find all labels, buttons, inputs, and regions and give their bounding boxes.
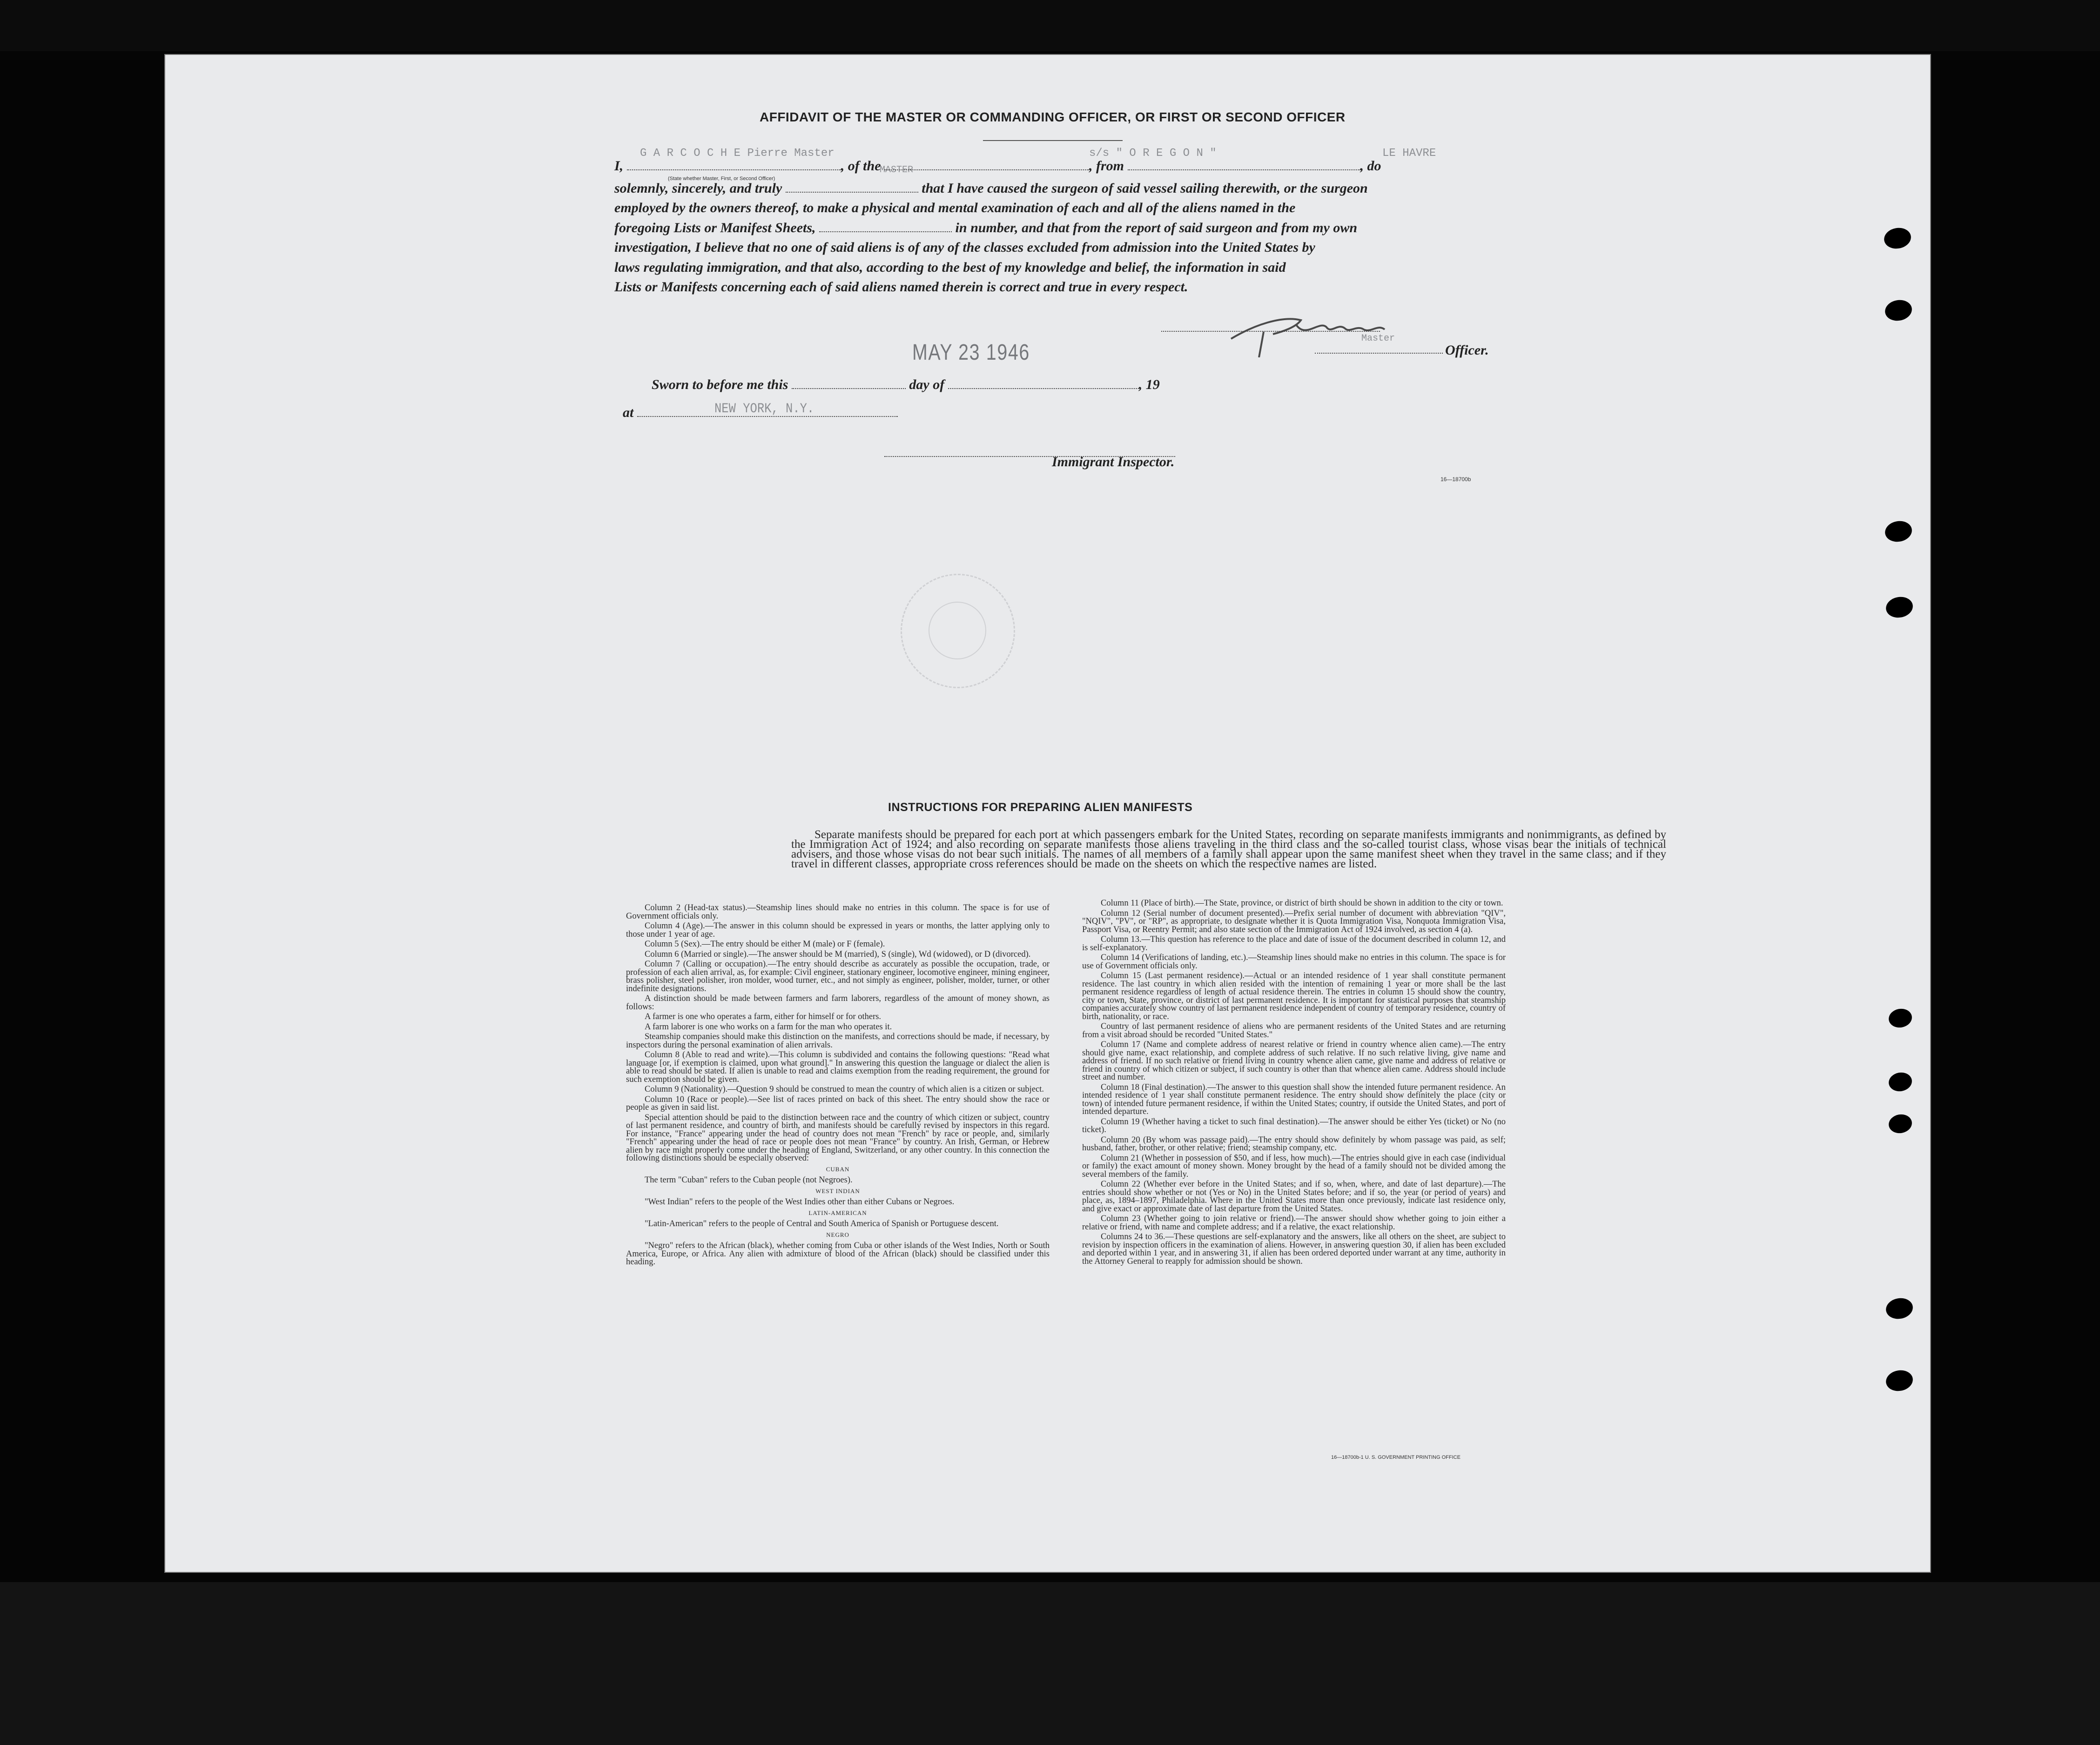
negro-heading: NEGRO: [826, 1231, 849, 1238]
typed-place: NEW YORK, N.Y.: [714, 401, 814, 417]
title-rule: [983, 140, 1123, 141]
officer-label: Officer.: [1445, 342, 1489, 358]
form-number: 16—18700b: [1440, 476, 1471, 483]
right-paragraph: Column 17 (Name and complete address of nearest relative or friend in country whence alien came).—The entry should give name, exact relationship, and complete address of such relative. If no such relative living, give name and address of friend. If no such relative or friend living in country whence alien came, give name and address of relative or friend in country of which citizen or subject, if such country is other than that whence alien came. Address should include street and number.: [1082, 1040, 1506, 1082]
affidavit-line-7: Lists or Manifests concerning each of said aliens named therein is correct and true in every respect.: [614, 279, 1188, 295]
affidavit-line-6: laws regulating immigration, and that also, according to the best of my knowledge and belief, the information in said: [614, 260, 1286, 275]
typed-vessel: s/s " O R E G O N ": [1089, 147, 1217, 160]
left-paragraph: Column 10 (Race or people).—See list of races printed on back of this sheet. The entry should show the race or people as given in said list.: [626, 1094, 1050, 1112]
latin-american-heading: LATIN-AMERICAN: [808, 1209, 867, 1216]
left-paragraph: A farm laborer is one who works on a farm for the man who operates it.: [645, 1022, 892, 1032]
right-paragraph: Column 21 (Whether in possession of $50, and if less, how much).—The entries should give in each case (individual or family) the exact amount of money shown. Money brought by the head of a family should not be divided among the several members of the family.: [1082, 1153, 1506, 1179]
left-paragraph: Column 2 (Head-tax status).—Steamship lines should make no entries in this column. The space is for use of Government officials only.: [626, 903, 1050, 921]
negro-paragraph: "Negro" refers to the African (black), whether coming from Cuba or other islands of the West Indies, North or South America, Europe, or Africa. Any alien with admixture of blood of the African (black) should be classified under this heading.: [626, 1241, 1050, 1267]
left-paragraph: Column 7 (Calling or occupation).—The entry should describe as accurately as possible the occupation, trade, or profession of each alien arrival, as, for example: Civil engineer, stationary engineer, locomotive engineer, mining engineer, brass polisher, steel polisher, iron molder, wood turner, etc., and not simply as engineer, polisher, molder, turner, or other indefinite designations.: [626, 960, 1050, 993]
truly-blank: [786, 192, 918, 193]
vessel-blank: [884, 169, 1089, 170]
right-paragraph: Column 19 (Whether having a ticket to such final destination).—The answer should be either Yes (ticket) or No (no ticket).: [1082, 1117, 1506, 1134]
scanner-bottom-band: [0, 1582, 2100, 1745]
number-blank: [819, 231, 952, 232]
of-the-label: , of the: [841, 158, 881, 174]
instructions-title: INSTRUCTIONS FOR PREPARING ALIEN MANIFESTS: [888, 801, 1193, 814]
right-paragraph: Column 22 (Whether ever before in the United States; and if so, when, where, and date of last departure).—The entries should show whether or not (Yes or No) in the United States before; and if so, the year (or period of years) and place, as, 1894–1897, Philadelphia. Where in the United States more than once previously, indicate last residence only, and give exact or approximate date of last departure from the United States.: [1082, 1180, 1506, 1214]
right-paragraph: Column 18 (Final destination).—The answer to this question shall show the intended future permanent residence. An intended residence of 1 year shall constitute permanent residence. The entry should show definitely the place (city or town) of intended future permanent residence, if within the United States; country, if outside the United States, and port of intended departure.: [1082, 1082, 1506, 1116]
cuban-heading: CUBAN: [826, 1165, 850, 1173]
inspector-label: Immigrant Inspector.: [1052, 454, 1175, 470]
right-paragraph: Columns 24 to 36.—These questions are self-explanatory and the answers, like all others on the sheet, are subject to revision by inspection officers in the examination of aliens. However, in answering question 30, if alien has been excluded and deported within 1 year, and in answering 31, if alien has been ordered deported under warrant at any time, authority in the Attorney General to reapply for admission should be shown.: [1082, 1232, 1506, 1266]
instructions-right-column: [1082, 899, 1506, 1268]
faded-seal-inner: [929, 602, 986, 659]
date-blank: [792, 388, 906, 389]
month-blank: [948, 388, 1139, 389]
left-paragraph: Column 9 (Nationality).—Question 9 should be construed to mean the country of which alien is a citizen or subject.: [645, 1085, 1044, 1094]
i-label: I,: [614, 158, 624, 174]
left-paragraph: Column 8 (Able to read and write).—This column is subdivided and contains the following questions: "Read what language [or, if exemption is claimed, upon what ground]." In answering this question the language or dialect the alien is able to read should be stated. If alien is unable to read and claims exemption from the reading requirement, the ground for such exemption should be given.: [626, 1050, 1050, 1084]
left-paragraph: A distinction should be made between farmers and farm laborers, regardless of the amount of money shown, as follows:: [626, 994, 1050, 1012]
right-paragraph: Column 11 (Place of birth).—The State, province, or district of birth should be shown in addition to the city or town.: [1101, 899, 1503, 908]
left-paragraph: Column 5 (Sex).—The entry should be either M (male) or F (female).: [645, 940, 885, 949]
left-paragraph: Steamship companies should make this distinction on the manifests, and corrections should be made, if necessary, by inspectors during the personal examination of alien arrivals.: [626, 1032, 1050, 1050]
affidavit-title: AFFIDAVIT OF THE MASTER OR COMMANDING OFFICER, OR FIRST OR SECOND OFFICER: [760, 110, 1346, 124]
left-paragraph: Column 6 (Married or single).—The answer should be M (married), S (single), Wd (widowed), or D (divorced).: [645, 949, 1031, 959]
typed-master: Master: [1361, 333, 1395, 344]
signature-line: [1161, 331, 1380, 332]
at-line: at: [623, 405, 898, 421]
officer-blank: [1315, 353, 1443, 354]
scanner-top-band: [0, 0, 2100, 51]
instructions-left-column: [626, 904, 1050, 1268]
name-blank: [627, 169, 841, 170]
affidavit-line-5: investigation, I believe that no one of said aliens is of any of the classes excluded from admission into the United States by: [614, 240, 1315, 255]
affidavit-line-2: solemnly, sincerely, and truly that I have caused the surgeon of said vessel sailing therewith, or the surgeon: [614, 181, 1368, 196]
left-paragraph: Column 4 (Age).—The answer in this column should be expressed in years or months, the latter applying only to those under 1 year of age.: [626, 921, 1050, 939]
affidavit-line-4: foregoing Lists or Manifest Sheets, in number, and that from the report of said surgeon and from my own: [614, 220, 1358, 235]
printing-office-footer: 16—18700b-1 U. S. GOVERNMENT PRINTING OFFICE: [1331, 1455, 1461, 1460]
right-paragraph: Column 23 (Whether going to join relative or friend).—The answer should show whether going to join either a relative or friend, with name and complete address; and if a relative, the exact relationship.: [1082, 1214, 1506, 1232]
from-label: , from: [1089, 158, 1124, 174]
port-blank: [1128, 169, 1360, 170]
left-paragraph: Special attention should be paid to the distinction between race and the country of which citizen or subject, country of last permanent residence, and country of birth, and manifests should be carefully revised by inspectors in this regard. For instance, "France" appearing under the head of country does not mean "French" by race or people, and, similarly "French" appearing under the head of race or people does not mean "France" by country. An Irish, German, or Hebrew alien by race might properly come under the heading of England, Switzerland, or any other country. In this connection the following distinctions should be especially observed:: [626, 1113, 1050, 1163]
do-label: , do: [1360, 158, 1381, 174]
right-paragraph: Column 14 (Verifications of landing, etc.).—Steamship lines should make no entries in this column. The space is for use of Government officials only.: [1082, 953, 1506, 971]
typed-rank: MASTER: [880, 165, 914, 175]
latin-american-paragraph: "Latin-American" refers to the people of Central and South America of Spanish or Portuguese descent.: [645, 1219, 999, 1228]
typed-name: G A R C O C H E Pierre Master: [640, 147, 835, 160]
state-hint: (State whether Master, First, or Second Officer): [668, 176, 775, 181]
manifest-sheet: [165, 55, 1930, 1572]
west-indian-paragraph: "West Indian" refers to the people of the West Indies other than either Cubans or Negroes.: [645, 1197, 955, 1207]
sworn-line: Sworn to before me this day of , 19: [652, 377, 1160, 392]
affidavit-line-1: [614, 158, 1381, 174]
master-signature: [1226, 306, 1422, 357]
west-indian-heading: WEST INDIAN: [815, 1187, 860, 1195]
typed-port: LE HAVRE: [1382, 147, 1436, 160]
affidavit-line-3: employed by the owners thereof, to make a physical and mental examination of each and all of the aliens named in the: [614, 200, 1296, 215]
right-paragraph: Column 15 (Last permanent residence).—Actual or an intended residence of 1 year shall constitute permanent residence. The last country in which alien resided with the intention of remaining 1 year or more shall be the last permanent residence regardless of length of actual residence therein. The entries in column 15 should show the country, city or town, State, province, or district of last permanent residence. It is important for statistical purposes that steamship companies accurately show country of last permanent residence independent of country of temporary residence, country of birth, nationality, or race.: [1082, 971, 1506, 1021]
date-stamp: MAY 23 1946: [912, 340, 1030, 365]
right-paragraph: Column 13.—This question has reference to the place and date of issue of the document described in column 12, and is self-explanatory.: [1082, 935, 1506, 953]
right-paragraph: Column 12 (Serial number of document presented).—Prefix serial number of document with abbreviation "QIV", "NQIV", "PV", or "RP", as appropriate, to designate whether it is Quota Immigration Visa, Nonquota Immigration Visa, Passport Visa, or Reentry Permit; and also state section of the Immigration Act of 1924 involved, as section 4 (a).: [1082, 908, 1506, 934]
cuban-paragraph: The term "Cuban" refers to the Cuban people (not Negroes).: [645, 1175, 853, 1185]
right-paragraph: Country of last permanent residence of aliens who are permanent residents of the United States and are returning from a visit abroad should be recorded "United States.": [1082, 1022, 1506, 1040]
left-paragraph: A farmer is one who operates a farm, either for himself or for others.: [645, 1012, 882, 1021]
instructions-intro: Separate manifests should be prepared for each port at which passengers embark for the United States, recording on separate manifests immigrants and nonimmigrants, as defined by the Immigration Act of 1924; and also recording on separate manifests those aliens traveling in the third class and the so-called tourist class, whose visas bear the initials of technical advisers, and those whose visas do not bear such initials. The names of all members of a family shall appear upon the same manifest sheet when they travel in the same class; and if they travel in different classes, appropriate cross references should be made on the sheets on which the respective names are listed.: [791, 828, 1666, 870]
right-paragraph: Column 20 (By whom was passage paid).—The entry should show definitely by whom passage was paid, as self; husband, father, brother, or other relative; friend; steamship company, etc.: [1082, 1135, 1506, 1153]
